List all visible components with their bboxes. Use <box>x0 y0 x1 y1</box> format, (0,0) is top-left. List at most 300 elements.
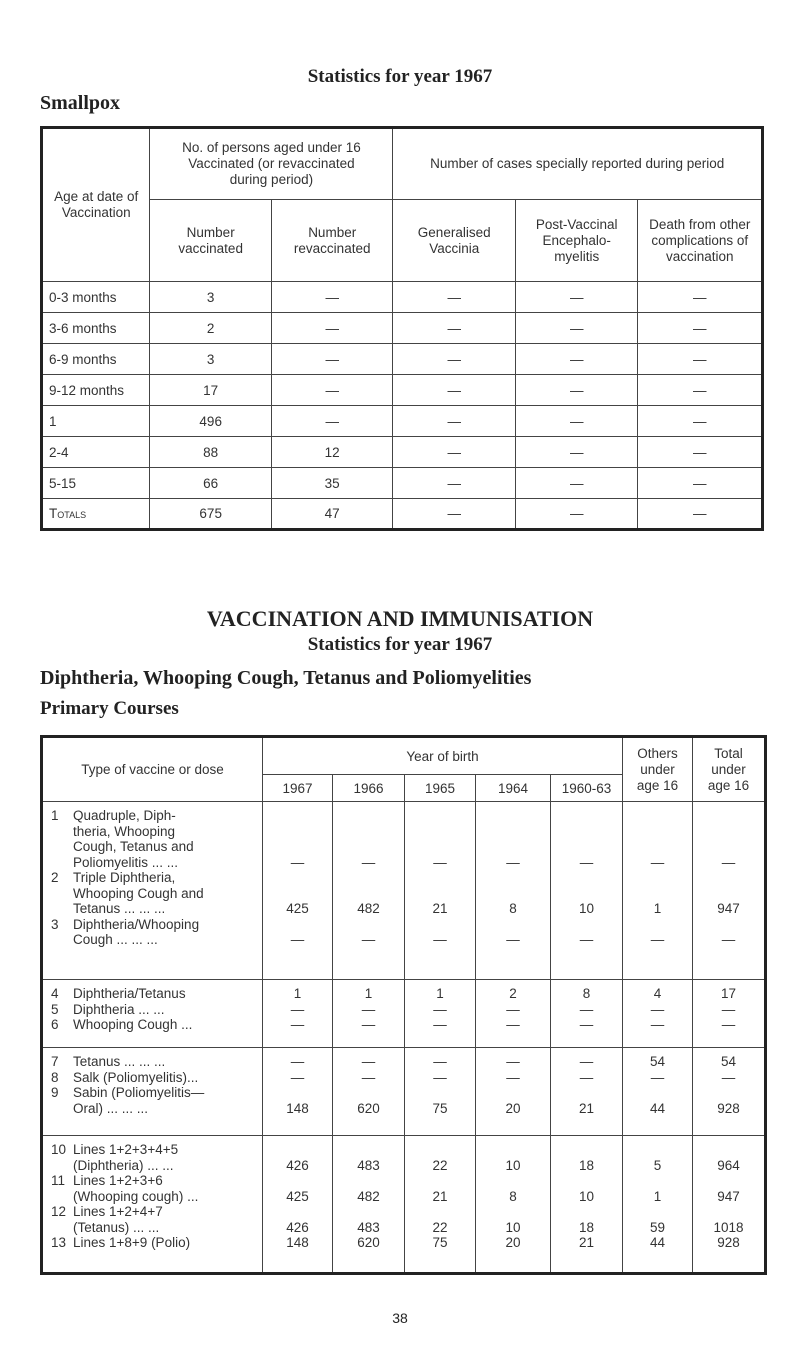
header-year-1966: 1966 <box>333 775 405 802</box>
vaccine-type-label: Whooping Cough ... <box>73 1017 193 1032</box>
spacer <box>551 1142 622 1158</box>
vaccine-value: — <box>579 1054 594 1069</box>
vaccine-value: 482 <box>357 901 380 916</box>
spacer <box>551 886 622 902</box>
vaccine-value: 148 <box>286 1235 309 1250</box>
vaccine-value: — <box>506 1069 520 1085</box>
vaccine-type-label: Lines 1+8+9 (Polio) <box>73 1235 191 1250</box>
vaccine-value: 1 <box>364 986 373 1001</box>
vaccine-value: — <box>579 854 594 870</box>
vaccine-value-column <box>405 980 476 1048</box>
smallpox-cell-generalised: — <box>393 499 516 530</box>
spacer <box>693 1204 764 1220</box>
vaccine-value: — <box>361 854 376 870</box>
spacer <box>551 808 622 824</box>
vaccine-value: — <box>290 854 305 870</box>
spacer <box>333 917 404 933</box>
vaccine-value-column <box>623 1136 693 1274</box>
row-number: 3 <box>51 916 59 932</box>
spacer <box>333 870 404 886</box>
vaccine-value-column <box>476 1048 551 1136</box>
spacer <box>405 870 475 886</box>
vaccine-type-label: Triple Diphtheria, <box>73 870 176 885</box>
smallpox-cell-vaccinated: 17 <box>150 375 272 406</box>
vaccine-description-cell <box>42 802 263 980</box>
vaccine-group <box>42 980 766 1048</box>
vaccine-value: 928 <box>717 1235 740 1250</box>
spacer <box>263 808 332 824</box>
vaccine-value: — <box>433 854 447 870</box>
smallpox-cell-generalised: — <box>393 375 516 406</box>
vaccine-type-label-continued: Tetanus ... ... ... <box>73 901 166 916</box>
vaccine-value: — <box>579 932 594 947</box>
row-number: 8 <box>51 1069 59 1085</box>
spacer <box>693 824 764 840</box>
vaccine-value: 1 <box>653 901 662 916</box>
vaccine-value: 22 <box>432 1219 448 1235</box>
smallpox-cell-death: — <box>638 282 763 313</box>
smallpox-row <box>42 375 763 406</box>
vaccine-group <box>42 1048 766 1136</box>
vaccine-value: 21 <box>432 1188 448 1204</box>
spacer <box>476 1204 550 1220</box>
vaccine-type-label-continued: (Whooping cough) ... <box>73 1188 199 1204</box>
smallpox-cell-vaccinated: 496 <box>150 406 272 437</box>
smallpox-cell-age: 6-9 months <box>42 344 150 375</box>
smallpox-cell-death: — <box>638 468 763 499</box>
smallpox-cell-post-vaccinal: — <box>515 437 638 468</box>
vaccine-value: 1018 <box>713 1219 744 1235</box>
vaccine-value-column <box>476 802 551 980</box>
vaccine-value-column <box>263 1136 333 1274</box>
row-number: 9 <box>51 1085 59 1100</box>
vaccination-table <box>40 735 767 1275</box>
smallpox-cell-death: — <box>638 344 763 375</box>
vaccine-value: — <box>650 854 665 870</box>
vaccine-value-column <box>551 802 623 980</box>
vaccine-value: 8 <box>509 1188 517 1204</box>
spacer <box>551 1204 622 1220</box>
spacer <box>263 839 332 855</box>
spacer <box>333 1173 404 1189</box>
vaccine-type-label-continued: Cough ... ... ... <box>73 932 158 947</box>
header-persons-group: No. of persons aged under 16 Vaccinated (or revaccinated during period) <box>150 128 393 200</box>
vaccine-value: — <box>579 1017 594 1032</box>
vaccine-value: — <box>506 1054 520 1069</box>
vaccine-value-column <box>476 980 551 1048</box>
smallpox-row <box>42 437 763 468</box>
vaccine-value: 426 <box>286 1157 309 1173</box>
header-year-1960-63: 1960-63 <box>551 775 623 802</box>
vaccine-type-label-continued: (Diphtheria) ... ... <box>73 1157 174 1173</box>
spacer <box>405 808 475 824</box>
vaccine-type-label: Diphtheria ... ... <box>73 1001 165 1017</box>
vaccine-value: — <box>721 1017 736 1032</box>
spacer <box>551 870 622 886</box>
vaccine-type-label-continued: Poliomyelitis ... ... <box>73 854 179 870</box>
vaccine-value: — <box>290 1017 305 1032</box>
vaccine-value: — <box>361 1017 376 1032</box>
smallpox-cell-vaccinated: 88 <box>150 437 272 468</box>
header-year-1967: 1967 <box>263 775 333 802</box>
smallpox-cell-generalised: — <box>393 282 516 313</box>
vaccine-value: — <box>361 1069 376 1085</box>
smallpox-cell-post-vaccinal: — <box>515 344 638 375</box>
smallpox-cell-revaccinated: — <box>271 344 393 375</box>
vaccine-value: 10 <box>579 901 595 916</box>
vaccine-value: 148 <box>286 1100 309 1116</box>
vaccine-value: 8 <box>509 901 517 916</box>
smallpox-cell-vaccinated: 66 <box>150 468 272 499</box>
smallpox-cell-age: 3-6 months <box>42 313 150 344</box>
vaccine-type-label: Sabin (Poliomyelitis— <box>73 1085 205 1100</box>
smallpox-table <box>40 126 764 531</box>
vaccine-value: 17 <box>721 986 737 1001</box>
vaccine-value-column <box>405 1048 476 1136</box>
spacer <box>405 886 475 902</box>
vaccine-value: 21 <box>579 1235 595 1250</box>
smallpox-cell-age: 2-4 <box>42 437 150 468</box>
vaccine-value: 964 <box>717 1157 740 1173</box>
vaccine-value: — <box>650 1017 665 1032</box>
vaccine-type-label: Tetanus ... ... ... <box>73 1054 166 1069</box>
row-number: 11 <box>51 1173 66 1188</box>
vaccine-type-label: Lines 1+2+3+4+5 <box>73 1142 179 1157</box>
spacer <box>333 808 404 824</box>
vaccine-value: — <box>721 1001 736 1017</box>
vaccine-value-column <box>551 980 623 1048</box>
header-age: Age at date of Vaccination <box>42 128 150 282</box>
smallpox-row <box>42 282 763 313</box>
smallpox-cell-age: 0-3 months <box>42 282 150 313</box>
spacer <box>623 1085 692 1101</box>
vaccine-value: — <box>579 1069 594 1085</box>
spacer <box>551 917 622 933</box>
vaccine-group <box>42 1136 766 1274</box>
vaccine-value: — <box>361 932 376 947</box>
spacer <box>263 917 332 933</box>
smallpox-cell-vaccinated: 675 <box>150 499 272 530</box>
spacer <box>476 1085 550 1101</box>
vaccine-value: 947 <box>717 1188 740 1204</box>
smallpox-cell-vaccinated: 2 <box>150 313 272 344</box>
spacer <box>476 870 550 886</box>
smallpox-cell-revaccinated: — <box>271 282 393 313</box>
spacer <box>551 1085 622 1101</box>
smallpox-row <box>42 406 763 437</box>
vaccine-value: — <box>361 1001 376 1017</box>
spacer <box>693 886 764 902</box>
vaccine-value-column <box>405 802 476 980</box>
spacer <box>333 1085 404 1101</box>
vaccine-value: — <box>290 932 305 947</box>
vaccine-value: — <box>361 1054 376 1069</box>
vaccine-value: — <box>650 1001 665 1017</box>
spacer <box>405 1173 475 1189</box>
spacer <box>476 808 550 824</box>
vaccine-value: 928 <box>717 1100 740 1116</box>
vaccine-value: 44 <box>650 1235 666 1250</box>
vaccine-value: — <box>506 854 520 870</box>
header-others: Others under age 16 <box>623 737 693 802</box>
vaccine-type-label: Diphtheria/Tetanus <box>73 986 186 1001</box>
vaccine-type-label: Diphtheria/Whooping <box>73 916 200 932</box>
vaccine-value-column <box>551 1136 623 1274</box>
spacer <box>333 1142 404 1158</box>
spacer <box>263 886 332 902</box>
spacer <box>333 839 404 855</box>
spacer <box>476 824 550 840</box>
vaccine-value: 5 <box>653 1157 662 1173</box>
vaccination-heading: VACCINATION AND IMMUNISATION <box>206 606 594 631</box>
spacer <box>263 1142 332 1158</box>
vaccine-value: 10 <box>579 1188 595 1204</box>
row-number: 12 <box>51 1204 67 1219</box>
vaccine-value: — <box>290 1054 305 1069</box>
spacer <box>693 808 764 824</box>
spacer <box>623 886 692 902</box>
vaccine-value-column <box>623 980 693 1048</box>
spacer <box>551 1173 622 1189</box>
header-total: Total under age 16 <box>693 737 766 802</box>
smallpox-row <box>42 499 763 530</box>
vaccine-value-column <box>693 980 766 1048</box>
smallpox-cell-post-vaccinal: — <box>515 313 638 344</box>
spacer <box>405 917 475 933</box>
spacer <box>623 839 692 855</box>
vaccine-description-cell <box>42 980 263 1048</box>
smallpox-cell-death: — <box>638 375 763 406</box>
spacer <box>623 1142 692 1158</box>
vaccine-value: 10 <box>505 1219 521 1235</box>
smallpox-cell-post-vaccinal: — <box>515 406 638 437</box>
vaccine-value: — <box>579 1001 594 1017</box>
vaccine-type-label: Lines 1+2+3+6 <box>73 1173 163 1188</box>
row-number: 10 <box>51 1142 67 1157</box>
smallpox-cell-age: 1 <box>42 406 150 437</box>
smallpox-cell-generalised: — <box>393 406 516 437</box>
vaccine-value-column <box>551 1048 623 1136</box>
spacer <box>551 839 622 855</box>
vaccine-value: 2 <box>509 986 517 1001</box>
row-number: 7 <box>51 1054 59 1069</box>
vaccine-value: — <box>433 932 447 947</box>
vaccine-value: 75 <box>432 1235 448 1250</box>
smallpox-row <box>42 344 763 375</box>
vaccine-value-column <box>333 1136 405 1274</box>
spacer <box>693 839 764 855</box>
spacer <box>476 917 550 933</box>
vaccine-value: 426 <box>286 1219 309 1235</box>
spacer <box>551 824 622 840</box>
row-number: 4 <box>51 986 59 1001</box>
vaccine-value: 21 <box>432 901 448 916</box>
smallpox-cell-vaccinated: 3 <box>150 344 272 375</box>
spacer <box>693 870 764 886</box>
vaccine-value: 54 <box>650 1054 666 1069</box>
spacer <box>263 1204 332 1220</box>
vaccine-value: — <box>721 1069 736 1085</box>
smallpox-cell-revaccinated: — <box>271 313 393 344</box>
spacer <box>623 808 692 824</box>
section-title-diphtheria: Diphtheria, Whooping Cough, Tetanus and Poliomyelities <box>40 667 532 689</box>
smallpox-cell-revaccinated: 12 <box>271 437 393 468</box>
header-generalised-vaccinia: Generalised Vaccinia <box>393 200 516 282</box>
smallpox-cell-post-vaccinal: — <box>515 468 638 499</box>
vaccine-value: 18 <box>579 1157 595 1173</box>
vaccine-value: 18 <box>579 1219 595 1235</box>
vaccine-value-column <box>333 802 405 980</box>
smallpox-cell-revaccinated: — <box>271 375 393 406</box>
vaccine-value: — <box>433 1069 447 1085</box>
row-number: 5 <box>51 1001 59 1017</box>
vaccine-value: 483 <box>357 1219 380 1235</box>
spacer <box>623 1173 692 1189</box>
spacer <box>476 1173 550 1189</box>
smallpox-cell-post-vaccinal: — <box>515 282 638 313</box>
vaccine-value: 8 <box>582 986 591 1001</box>
vaccine-description-cell <box>42 1136 263 1274</box>
subsection-title-primary: Primary Courses <box>40 698 179 719</box>
vaccine-value: 20 <box>505 1100 521 1116</box>
smallpox-cell-revaccinated: 35 <box>271 468 393 499</box>
vaccine-value-column <box>693 1048 766 1136</box>
spacer <box>693 917 764 933</box>
spacer <box>405 824 475 840</box>
smallpox-cell-generalised: — <box>393 468 516 499</box>
header-year-1964: 1964 <box>476 775 551 802</box>
spacer <box>405 1204 475 1220</box>
header-type: Type of vaccine or dose <box>42 737 263 802</box>
vaccine-value: 20 <box>505 1235 521 1250</box>
vaccine-value: — <box>506 1001 520 1017</box>
vaccine-value: 21 <box>579 1100 595 1116</box>
spacer <box>623 870 692 886</box>
vaccine-value-column <box>263 802 333 980</box>
vaccine-type-label-continued: theria, Whooping <box>73 823 176 839</box>
row-number: 6 <box>51 1017 59 1032</box>
vaccine-type-label-continued: Whooping Cough and <box>73 885 204 901</box>
page-number: 38 <box>392 1310 408 1326</box>
smallpox-cell-age: 5-15 <box>42 468 150 499</box>
vaccine-value-column <box>333 1048 405 1136</box>
vaccine-value: 75 <box>432 1100 448 1116</box>
smallpox-row <box>42 468 763 499</box>
spacer <box>693 1142 764 1158</box>
spacer <box>333 1204 404 1220</box>
smallpox-cell-revaccinated: 47 <box>271 499 393 530</box>
smallpox-cell-post-vaccinal: — <box>515 375 638 406</box>
vaccine-value-column <box>623 1048 693 1136</box>
vaccine-value: 1 <box>436 986 444 1001</box>
vaccine-value-column <box>693 1136 766 1274</box>
vaccine-type-label-continued: Cough, Tetanus and <box>73 839 194 854</box>
vaccine-value: — <box>433 1017 447 1032</box>
spacer <box>333 824 404 840</box>
vaccine-type-label: Salk (Poliomyelitis)... <box>73 1069 199 1085</box>
spacer <box>476 886 550 902</box>
smallpox-cell-generalised: — <box>393 437 516 468</box>
vaccine-value: — <box>721 932 736 947</box>
vaccine-value: 54 <box>721 1054 737 1069</box>
spacer <box>476 1142 550 1158</box>
spacer <box>263 1085 332 1101</box>
vaccine-value: — <box>506 1017 520 1032</box>
header-post-vaccinal: Post-Vaccinal Encephalo-myelitis <box>515 200 638 282</box>
vaccine-value: 4 <box>653 986 662 1001</box>
vaccine-value: — <box>433 1001 447 1017</box>
row-number: 1 <box>51 808 59 823</box>
smallpox-cell-age: Totals <box>42 499 150 530</box>
header-year-of-birth: Year of birth <box>263 737 623 775</box>
vaccination-subheading: Statistics for year 1967 <box>307 634 493 655</box>
vaccine-value-column <box>623 802 693 980</box>
vaccine-value: 1 <box>653 1188 662 1204</box>
vaccine-value: 482 <box>357 1188 380 1204</box>
vaccine-value: 620 <box>357 1235 380 1250</box>
smallpox-row <box>42 313 763 344</box>
smallpox-cell-generalised: — <box>393 344 516 375</box>
smallpox-cell-death: — <box>638 313 763 344</box>
vaccine-value-column <box>263 1048 333 1136</box>
spacer <box>623 917 692 933</box>
vaccine-type-label: Lines 1+2+4+7 <box>73 1204 163 1219</box>
vaccine-value: 1 <box>293 986 302 1001</box>
header-number-vaccinated: Number vaccinated <box>150 200 272 282</box>
header-cases-group: Number of cases specially reported during period <box>393 128 763 200</box>
spacer <box>693 1085 764 1101</box>
vaccine-value: 425 <box>286 901 309 916</box>
spacer <box>693 1173 764 1189</box>
row-number: 2 <box>51 870 59 885</box>
vaccine-value: 483 <box>357 1157 380 1173</box>
vaccine-value: 425 <box>286 1188 309 1204</box>
vaccine-value: — <box>506 932 520 947</box>
vaccine-type-label-continued: (Tetanus) ... ... <box>73 1219 160 1235</box>
header-number-revaccinated: Number revaccinated <box>271 200 393 282</box>
smallpox-cell-generalised: — <box>393 313 516 344</box>
vaccine-type-label: Quadruple, Diph- <box>73 808 176 823</box>
smallpox-cell-post-vaccinal: — <box>515 499 638 530</box>
vaccine-value: 620 <box>357 1100 380 1116</box>
vaccine-value: — <box>650 1069 665 1085</box>
vaccine-group <box>42 802 766 980</box>
vaccine-value: 947 <box>717 901 740 916</box>
spacer <box>263 1173 332 1189</box>
vaccine-value: — <box>290 1001 305 1017</box>
header-death: Death from other complications of vaccination <box>638 200 763 282</box>
smallpox-cell-death: — <box>638 406 763 437</box>
vaccine-value-column <box>405 1136 476 1274</box>
smallpox-cell-death: — <box>638 499 763 530</box>
spacer <box>405 839 475 855</box>
row-number: 13 <box>51 1235 67 1250</box>
spacer <box>623 1204 692 1220</box>
vaccine-description-cell <box>42 1048 263 1136</box>
header-year-1965: 1965 <box>405 775 476 802</box>
section-title-smallpox: Smallpox <box>40 92 121 114</box>
vaccine-type-label-continued: Oral) ... ... ... <box>73 1100 149 1116</box>
spacer <box>405 1142 475 1158</box>
vaccine-value-column <box>693 802 766 980</box>
vaccine-value-column <box>333 980 405 1048</box>
spacer <box>333 886 404 902</box>
vaccine-value: 59 <box>650 1219 666 1235</box>
spacer <box>263 824 332 840</box>
vaccine-value: 22 <box>432 1157 448 1173</box>
vaccine-value-column <box>476 1136 551 1274</box>
page-title: Statistics for year 1967 <box>307 66 493 87</box>
